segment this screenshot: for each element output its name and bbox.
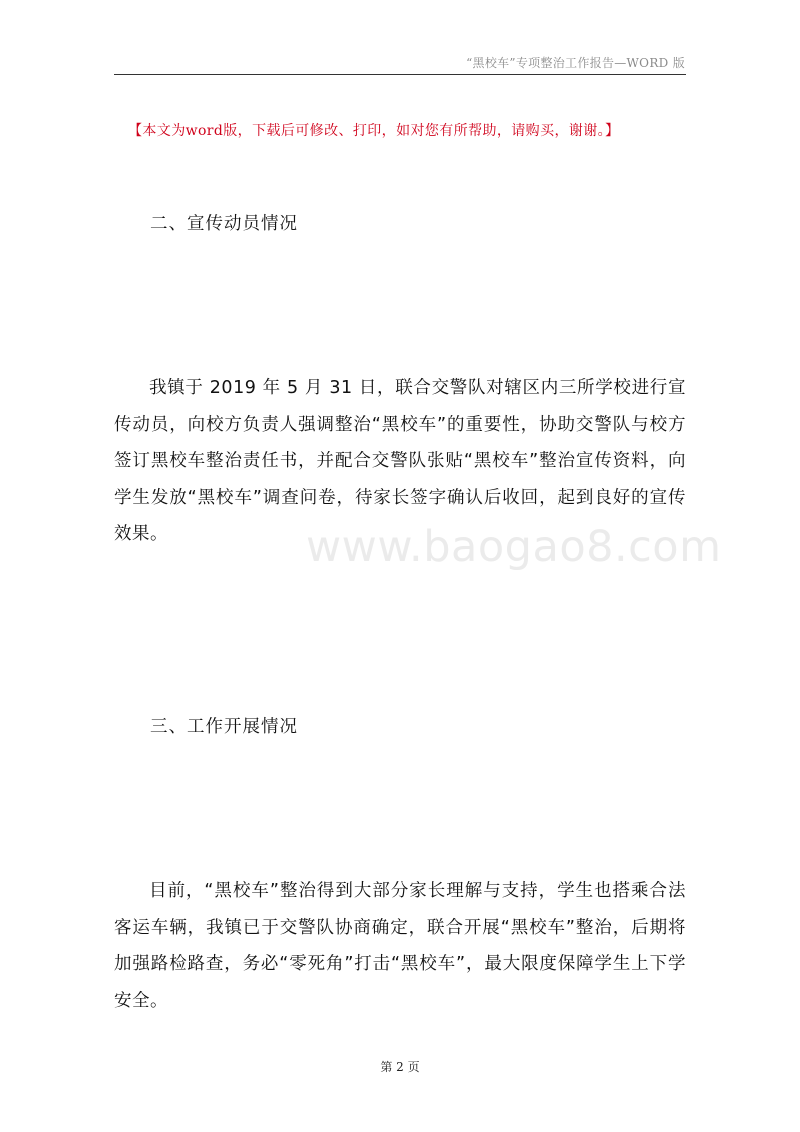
header-document-title: “黑校车”专项整治工作报告—WORD 版 bbox=[466, 56, 685, 70]
section-heading-work-progress: 三、工作开展情况 bbox=[150, 717, 298, 737]
watermark-text: www.baogao8.com bbox=[306, 522, 722, 572]
section-paragraph-publicity: 我镇于 2019 年 5 月 31 日，联合交警队对辖区内三所学校进行宣传动员，向校方负责人强调整治“黑校车”的重要性，协助交警队与校方签订黑校车整治责任书，并配合交警队张贴“黑校车”整治宣传资料，向学生发放“黑校车”调查问卷，待家长签字确认后收回，起到良好的宣传效果。 bbox=[114, 378, 686, 544]
section-paragraph-work-progress: 目前，“黑校车”整治得到大部分家长理解与支持，学生也搭乘合法客运车辆，我镇已于交警队协商确定，联合开展“黑校车”整治，后期将加强路检路查，务必“零死角”打击“黑校车”，最大限度保障学生上下学安全。 bbox=[114, 881, 686, 1011]
purchase-notice: 【本文为word版，下载后可修改、打印，如对您有所帮助，请购买，谢谢。】 bbox=[128, 123, 620, 139]
header-divider bbox=[114, 74, 686, 75]
page-number: 第 2 页 bbox=[380, 1060, 420, 1074]
section-heading-publicity: 二、宣传动员情况 bbox=[150, 214, 298, 234]
